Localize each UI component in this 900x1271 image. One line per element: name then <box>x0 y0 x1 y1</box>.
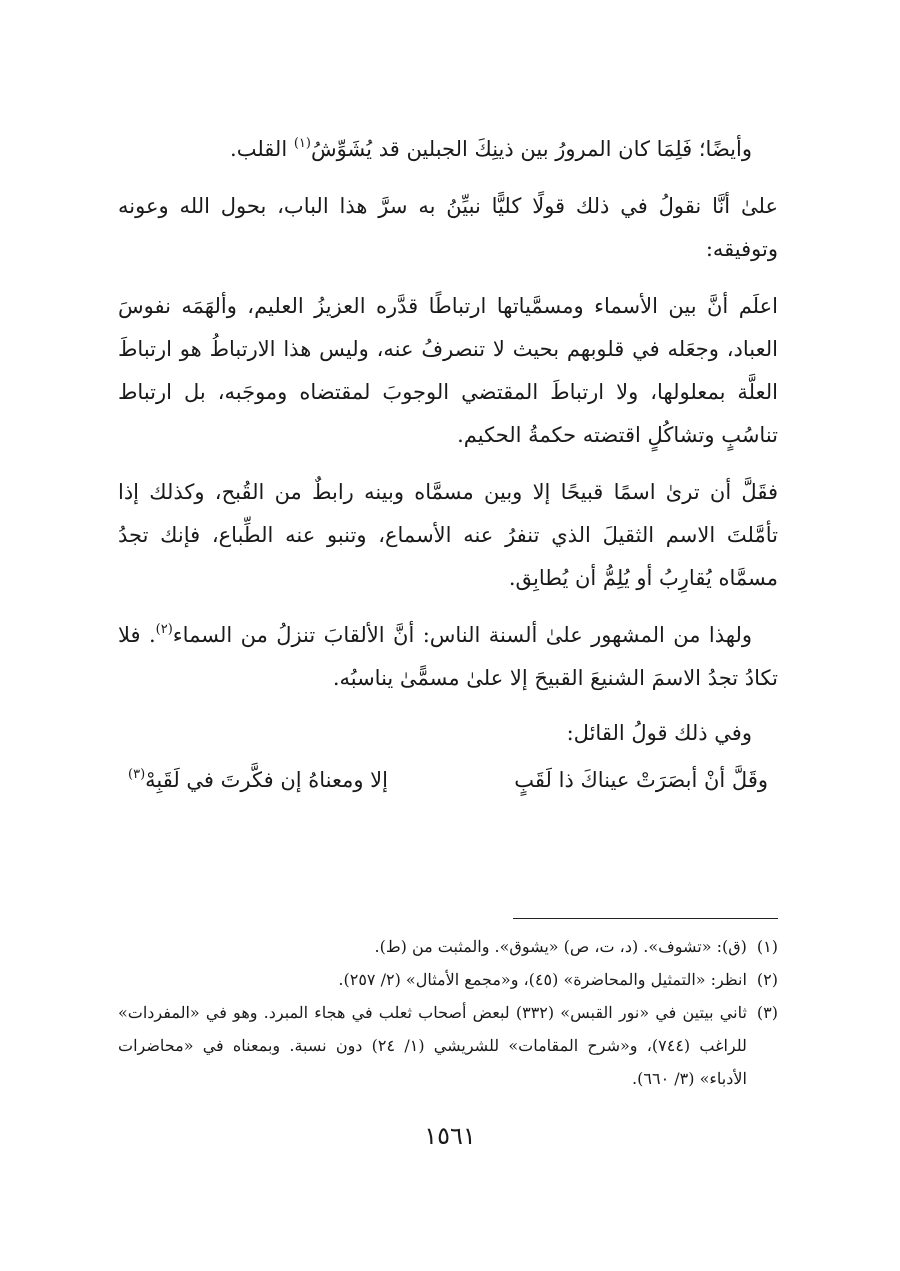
footnote-ref-1[interactable]: (١) <box>293 136 311 151</box>
footnote-ref-2[interactable]: (٢) <box>155 622 173 637</box>
footnote-ref-3[interactable]: (٣) <box>128 767 146 782</box>
footnote-3-number: (٣) <box>756 1003 778 1022</box>
paragraph-4: فقَلَّ أن ترىٰ اسمًا قبيحًا إلا وبين مسمَّاه وبينه رابطٌ من القُبح، وكذلك إذا تأمَّلتَ الاسم الثقيلَ الذي تنفرُ عنه الأسماع، وتنبو عنه الطِّباع، فإنك تجدُ مسمَّاه يُقارِبُ أو يُلِمُّ أن يُطابِق. <box>118 480 778 590</box>
footnote-3-text: ثاني بيتين في «نور القبس» (٣٣٢) لبعض أصحاب ثعلب في هجاء المبرد. وهو في «المفردات» للراغب (٧٤٤)، و«شرح المقامات» للشريشي (١/ ٢٤) دون نسبة. وبمعناه في «محاضرات الأدباء» (٣/ ٦٦٠). <box>118 1003 747 1088</box>
paragraph-1-tail: القلب. <box>230 137 294 161</box>
paragraph-1 <box>118 128 778 171</box>
paragraph-5-text: ولهذا من المشهور علىٰ ألسنة الناس: أنَّ الألقابَ تنزلُ من السماء <box>172 623 753 647</box>
footnote-3 <box>118 996 778 1095</box>
footnote-1-text: (ق): «تشوف». (د، ت، ص) «يشوق». والمثبت من (ط). <box>374 937 747 956</box>
paragraph-5-tail: . فلا تكادُ تجدُ الاسمَ الشنيعَ القبيحَ إلا علىٰ مسمًّىٰ يناسبُه. <box>118 623 778 690</box>
paragraph-1-text: وأيضًا؛ فَلِمَا كان المرورُ بين ذينِكَ الجبلين قد يُشَوِّشُ <box>310 137 752 161</box>
verse-second-text: إلا ومعناهُ إن فكَّرتَ في لَقَبِهْ <box>145 768 388 792</box>
paragraph-6: وفي ذلك قولُ القائل: <box>566 721 752 745</box>
page-number: ١٥٦١ <box>424 1122 476 1150</box>
footnote-separator <box>513 918 778 919</box>
footnote-1-number: (١) <box>756 937 778 956</box>
paragraph-5 <box>118 614 778 700</box>
verse-second-hemistich <box>128 759 388 802</box>
footnote-1 <box>118 930 778 963</box>
footnote-2 <box>118 963 778 996</box>
footnote-2-text: انظر: «التمثيل والمحاضرة» (٤٥)، و«مجمع الأمثال» (٢/ ٢٥٧). <box>338 970 747 989</box>
main-text <box>118 128 778 802</box>
footnotes <box>118 930 778 1095</box>
paragraph-3: اعلَم أنَّ بين الأسماء ومسمَّياتها ارتباطًا قدَّره العزيزُ العليم، وألهَمَه نفوسَ العباد، وجعَله في قلوبهم بحيث لا تنصرفُ عنه، وليس هذا الارتباطُ هو ارتباطَ العلَّة بمعلولها، ولا ارتباطَ المقتضي الوجوبَ لمقتضاه وموجَبه، بل ارتباط تناسُبٍ وتشاكُلٍ اقتضته حكمةُ الحكيم. <box>118 294 778 447</box>
verse-first-hemistich: وقَلَّ أنْ أبصَرَتْ عيناكَ ذا لَقَبٍ <box>514 768 768 792</box>
poetry-verse <box>118 759 778 802</box>
footnote-2-number: (٢) <box>756 970 778 989</box>
paragraph-2: علىٰ أنَّا نقولُ في ذلك قولًا كليًّا نبيِّنُ به سرَّ هذا الباب، بحول الله وعونه وتوفيقه: <box>118 194 778 261</box>
